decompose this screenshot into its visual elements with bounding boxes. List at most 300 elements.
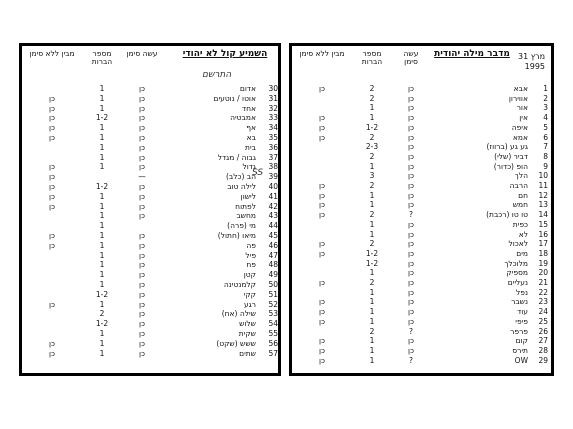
table-row [22, 231, 278, 241]
margin-note: SS [252, 168, 264, 178]
row-syllables: 1 [369, 103, 375, 113]
row-repeat: כן [407, 103, 414, 113]
row-number: 15 [538, 219, 548, 229]
row-understands: כן [318, 248, 325, 258]
row-understands: כן [48, 113, 55, 123]
table-row [292, 249, 551, 259]
row-understands: כן [48, 172, 55, 182]
row-number: 26 [538, 326, 548, 336]
table-row [22, 104, 278, 114]
table-row [292, 123, 551, 133]
row-understands: כן [48, 123, 55, 133]
row-word: הופ (כדור) [493, 161, 528, 171]
row-number: 3 [543, 103, 548, 113]
row-repeat: כן [138, 348, 145, 358]
row-understands: כן [48, 231, 55, 240]
row-repeat: כן [407, 219, 414, 229]
row-word: חמש [512, 200, 528, 210]
row-repeat: כן [407, 181, 414, 190]
row-syllables: 1 [369, 190, 375, 200]
row-word: אוטו / נוטעים [213, 93, 256, 103]
row-word: נפל [516, 287, 528, 297]
row-syllables: 1 [369, 316, 375, 326]
row-repeat: כן [138, 309, 145, 319]
row-syllables: 1 [369, 113, 375, 123]
row-syllables: 2 [369, 181, 375, 190]
row-repeat: כן [407, 248, 414, 258]
row-number: 53 [268, 309, 278, 319]
row-number: 39 [268, 172, 278, 182]
row-repeat: כן [138, 103, 145, 113]
row-understands: כן [318, 336, 325, 346]
table-row [292, 297, 551, 307]
row-word: אדום [239, 84, 256, 93]
row-repeat: כן [138, 289, 145, 299]
row-number: 25 [538, 316, 548, 326]
row-repeat: כן [407, 336, 414, 346]
row-syllables: 1 [99, 329, 105, 338]
row-number: 1 [543, 84, 548, 93]
row-syllables: 2 [369, 326, 375, 336]
row-syllables: 2 [369, 239, 375, 249]
row-word: גבוה / מגדל [217, 152, 256, 162]
table-row [22, 123, 278, 133]
row-word: קטן [243, 270, 256, 280]
row-understands: כן [48, 348, 55, 358]
table-row [22, 192, 278, 202]
row-number: 28 [538, 345, 548, 355]
table-row [22, 349, 278, 359]
row-word: אבא [513, 84, 528, 93]
row-number: 7 [543, 142, 548, 152]
row-number: 31 [268, 93, 278, 103]
row-number: 32 [268, 103, 278, 113]
row-word: איפה [511, 122, 528, 132]
row-syllables: 1-2 [365, 258, 379, 268]
table-row [22, 162, 278, 172]
row-word: הלך [514, 171, 528, 181]
row-repeat: כן [407, 122, 414, 132]
row-repeat: כן [407, 258, 414, 268]
row-syllables: 1 [369, 336, 375, 346]
row-understands: כן [48, 93, 55, 103]
row-repeat: כן [138, 93, 145, 103]
row-syllables: 1 [99, 152, 105, 162]
row-number: 29 [538, 355, 548, 365]
row-word: הרבה [509, 181, 528, 190]
row-syllables: 1 [99, 133, 105, 142]
table-row [22, 202, 278, 212]
row-syllables: 1 [369, 200, 375, 210]
row-word: קלמנטינה [223, 280, 256, 289]
row-syllables: 1 [369, 268, 375, 278]
table-row [22, 270, 278, 280]
row-word: מי (פרה) [227, 221, 256, 231]
row-word: גע גע (ברווז) [486, 142, 528, 152]
row-understands: כן [48, 240, 55, 250]
row-syllables: 1 [99, 93, 105, 103]
row-repeat: כן [138, 191, 145, 201]
row-syllables: 1 [99, 201, 105, 211]
row-word: פרפר [510, 326, 528, 336]
row-number: 22 [538, 287, 548, 297]
row-syllables: 3 [369, 171, 375, 181]
row-number: 6 [543, 132, 548, 142]
table-row [292, 171, 551, 181]
row-number: 9 [543, 161, 548, 171]
row-repeat: כן [407, 278, 414, 287]
row-syllables: 1 [369, 229, 375, 239]
row-word: ששש (שקט) [216, 338, 256, 348]
row-understands: כן [48, 133, 55, 142]
row-word: שילה (אח) [221, 309, 256, 319]
row-understands: כן [48, 201, 55, 211]
table-row [292, 162, 551, 172]
row-repeat: כן [407, 287, 414, 297]
row-number: 38 [268, 162, 278, 172]
row-word: אף [246, 123, 256, 133]
table-row [292, 239, 551, 249]
row-number: 49 [268, 270, 278, 280]
row-number: 20 [538, 268, 548, 278]
row-repeat: כן [138, 113, 145, 123]
row-number: 56 [268, 338, 278, 348]
row-word: שלוש [239, 319, 256, 329]
table-row [22, 133, 278, 143]
row-number: 36 [268, 142, 278, 152]
row-word: מיאו (חתול) [217, 231, 256, 240]
table-row [22, 84, 278, 94]
table-row [22, 309, 278, 319]
row-word: נשבר [511, 297, 528, 307]
row-number: 43 [268, 211, 278, 221]
table-row [292, 191, 551, 201]
row-syllables: 2 [369, 93, 375, 103]
row-word: אחד [241, 103, 256, 113]
header-syllables: מספר הברות [91, 49, 113, 66]
row-understands: כן [318, 278, 325, 287]
table-row [292, 220, 551, 230]
row-understands: כן [318, 132, 325, 142]
row-repeat: כן [138, 338, 145, 348]
table-row [292, 268, 551, 278]
row-syllables: 1 [99, 191, 105, 201]
row-number: 10 [538, 171, 548, 181]
table-row [22, 251, 278, 261]
table-row [22, 300, 278, 310]
row-repeat: כן [407, 142, 414, 152]
row-repeat: כן [407, 93, 414, 103]
row-understands: כן [318, 200, 325, 210]
table-row [22, 221, 278, 231]
row-syllables: 1 [369, 307, 375, 317]
row-number: 34 [268, 123, 278, 133]
row-repeat: כן [407, 171, 414, 181]
row-repeat: כן [407, 113, 414, 123]
row-syllables: 1 [369, 161, 375, 171]
row-number: 37 [268, 152, 278, 162]
row-word: בית [245, 142, 256, 152]
row-repeat: כן [138, 280, 145, 289]
table-row [22, 280, 278, 290]
row-number: 23 [538, 297, 548, 307]
row-word: מלוכלך [504, 258, 528, 268]
row-understands: כן [48, 299, 55, 309]
table-row [292, 210, 551, 220]
row-repeat: כן [407, 161, 414, 171]
row-word: אווירון [508, 93, 528, 103]
table-row [22, 182, 278, 192]
row-number: 57 [268, 348, 278, 358]
row-word: מספיק [506, 268, 528, 278]
row-number: 13 [538, 200, 548, 210]
row-repeat: כן [407, 132, 414, 142]
header-understands: מבין ללא סימן [29, 49, 75, 58]
date-line1: 31 מרץ [518, 52, 545, 61]
row-repeat: כן [138, 211, 145, 221]
table-row [22, 241, 278, 251]
row-number: 30 [268, 84, 278, 93]
row-number: 48 [268, 260, 278, 270]
table-row [292, 288, 551, 298]
row-syllables: 2-3 [365, 142, 379, 152]
row-word: חם [518, 190, 528, 200]
row-word: טו טו (רכבת) [486, 210, 528, 220]
row-syllables: 1 [99, 338, 105, 348]
table-row [292, 142, 551, 152]
row-word: לישון [240, 191, 256, 201]
left-sheet [19, 43, 281, 376]
row-word: פיל [245, 250, 256, 260]
row-number: 11 [538, 181, 548, 190]
date-line2: 1995 [524, 62, 545, 71]
row-syllables: 1 [369, 345, 375, 355]
row-number: 41 [268, 191, 278, 201]
row-repeat: כן [407, 229, 414, 239]
row-number: 50 [268, 280, 278, 289]
row-repeat: כן [138, 123, 145, 133]
row-syllables: 1 [99, 240, 105, 250]
row-understands: כן [48, 103, 55, 113]
row-syllables: 2 [99, 309, 105, 319]
header-repeat: עשה סימן [403, 49, 419, 66]
row-word: OW [514, 355, 528, 365]
row-number: 19 [538, 258, 548, 268]
row-understands: כן [318, 122, 325, 132]
row-word: אמא [512, 132, 528, 142]
row-syllables: 1 [99, 211, 105, 221]
row-word: פיפי [515, 316, 528, 326]
row-understands: כן [48, 191, 55, 201]
row-syllables: 2 [369, 278, 375, 287]
row-repeat: כן [407, 84, 414, 93]
row-repeat: כן [407, 307, 414, 317]
row-syllables: 1 [99, 231, 105, 240]
row-repeat: כן [138, 329, 145, 338]
row-understands: כן [318, 210, 325, 220]
row-number: 42 [268, 201, 278, 211]
row-repeat: כן [407, 190, 414, 200]
table-row [22, 94, 278, 104]
row-syllables: 1-2 [365, 122, 379, 132]
row-number: 40 [268, 182, 278, 191]
table-row [22, 113, 278, 123]
row-syllables: 2 [369, 84, 375, 93]
table-row [292, 84, 551, 94]
row-syllables: 1 [369, 355, 375, 365]
row-syllables: 1 [99, 123, 105, 133]
row-word: פח [246, 260, 256, 270]
row-word: גדול [242, 162, 256, 172]
table-row [292, 327, 551, 337]
row-syllables: 1 [99, 142, 105, 152]
row-word: תירס [512, 345, 528, 355]
table-row [292, 356, 551, 366]
row-understands: כן [318, 316, 325, 326]
row-number: 55 [268, 329, 278, 338]
table-row [22, 260, 278, 270]
row-word: הב (כלב) [225, 172, 256, 182]
row-repeat: ? [409, 355, 413, 365]
row-number: 5 [543, 122, 548, 132]
row-repeat: כן [407, 200, 414, 210]
row-repeat: כן [138, 260, 145, 270]
row-number: 54 [268, 319, 278, 329]
row-syllables: 1-2 [95, 319, 109, 329]
row-understands: כן [48, 182, 55, 191]
table-row [22, 172, 278, 182]
table-row [22, 339, 278, 349]
header-understands: מבין ללא סימן [299, 49, 345, 58]
row-word: שקית [238, 329, 256, 338]
header-word: מדבר מילה יהודית [434, 49, 510, 59]
row-understands: כן [318, 355, 325, 365]
row-repeat: — [138, 172, 146, 182]
row-syllables: 1-2 [95, 113, 109, 123]
table-row [292, 317, 551, 327]
row-understands: כן [318, 190, 325, 200]
table-row [292, 200, 551, 210]
row-word: לילה טוב [227, 182, 256, 191]
row-word: אמבטיה [230, 113, 256, 123]
table-row [292, 346, 551, 356]
row-number: 33 [268, 113, 278, 123]
row-syllables: 1-2 [95, 182, 109, 191]
table-row [292, 133, 551, 143]
row-number: 16 [538, 229, 548, 239]
row-repeat: כן [407, 151, 414, 161]
row-repeat: כן [138, 319, 145, 329]
row-understands: כן [318, 84, 325, 93]
row-number: 35 [268, 133, 278, 142]
row-understands: כן [48, 338, 55, 348]
table-row [292, 94, 551, 104]
row-repeat: כן [407, 345, 414, 355]
row-repeat: כן [138, 133, 145, 142]
row-syllables: 2 [369, 151, 375, 161]
row-word: שתים [239, 348, 256, 358]
table-row [292, 113, 551, 123]
row-repeat: כן [407, 268, 414, 278]
table-row [292, 230, 551, 240]
row-syllables: 1 [99, 280, 105, 289]
table-row [292, 152, 551, 162]
row-word: לפתוח [235, 201, 256, 211]
row-word: עוד [517, 307, 528, 317]
row-understands: כן [318, 297, 325, 307]
row-word: אין [519, 113, 528, 123]
row-number: 21 [538, 278, 548, 287]
row-number: 52 [268, 299, 278, 309]
row-number: 27 [538, 336, 548, 346]
table-row [292, 181, 551, 191]
row-number: 17 [538, 239, 548, 249]
table-row [292, 103, 551, 113]
row-word: מים [516, 248, 528, 258]
row-word: דביר (שלי) [494, 151, 528, 161]
row-repeat: כן [407, 239, 414, 249]
row-number: 51 [268, 289, 278, 299]
row-syllables: 1 [369, 287, 375, 297]
row-repeat: כן [138, 142, 145, 152]
row-repeat: כן [138, 84, 145, 93]
row-word: רגע [243, 299, 256, 309]
row-number: 46 [268, 240, 278, 250]
table-row [22, 211, 278, 221]
row-repeat: כן [138, 299, 145, 309]
row-repeat: ? [409, 210, 413, 220]
row-word: פה [246, 240, 256, 250]
row-understands: כן [318, 345, 325, 355]
row-number: 14 [538, 210, 548, 220]
table-row [22, 153, 278, 163]
row-syllables: 1 [99, 221, 105, 231]
table-row [292, 259, 551, 269]
row-syllables: 1 [99, 84, 105, 93]
row-number: 8 [543, 151, 548, 161]
row-repeat: כן [138, 270, 145, 280]
row-syllables: 1 [99, 260, 105, 270]
row-understands: כן [318, 307, 325, 317]
header-syllables: מספר הברות [361, 49, 383, 66]
row-number: 12 [538, 190, 548, 200]
row-repeat: ? [409, 326, 413, 336]
row-number: 24 [538, 307, 548, 317]
row-repeat: כן [138, 250, 145, 260]
row-understands: כן [318, 181, 325, 190]
row-repeat: כן [138, 162, 145, 172]
row-syllables: 2 [369, 210, 375, 220]
row-word: קקי [243, 289, 256, 299]
row-repeat: כן [138, 182, 145, 191]
row-number: 4 [543, 113, 548, 123]
row-repeat: כן [407, 297, 414, 307]
row-word: לאכול [508, 239, 528, 249]
row-number: 47 [268, 250, 278, 260]
table-row [292, 307, 551, 317]
row-word: אור [516, 103, 528, 113]
row-number: 45 [268, 231, 278, 240]
row-word: מחשב [236, 211, 256, 221]
table-row [292, 336, 551, 346]
row-understands: כן [318, 113, 325, 123]
row-number: 2 [543, 93, 548, 103]
row-syllables: 1 [99, 250, 105, 260]
table-row [292, 278, 551, 288]
row-repeat: כן [138, 240, 145, 250]
row-word: כפית [512, 219, 528, 229]
row-syllables: 1 [369, 219, 375, 229]
